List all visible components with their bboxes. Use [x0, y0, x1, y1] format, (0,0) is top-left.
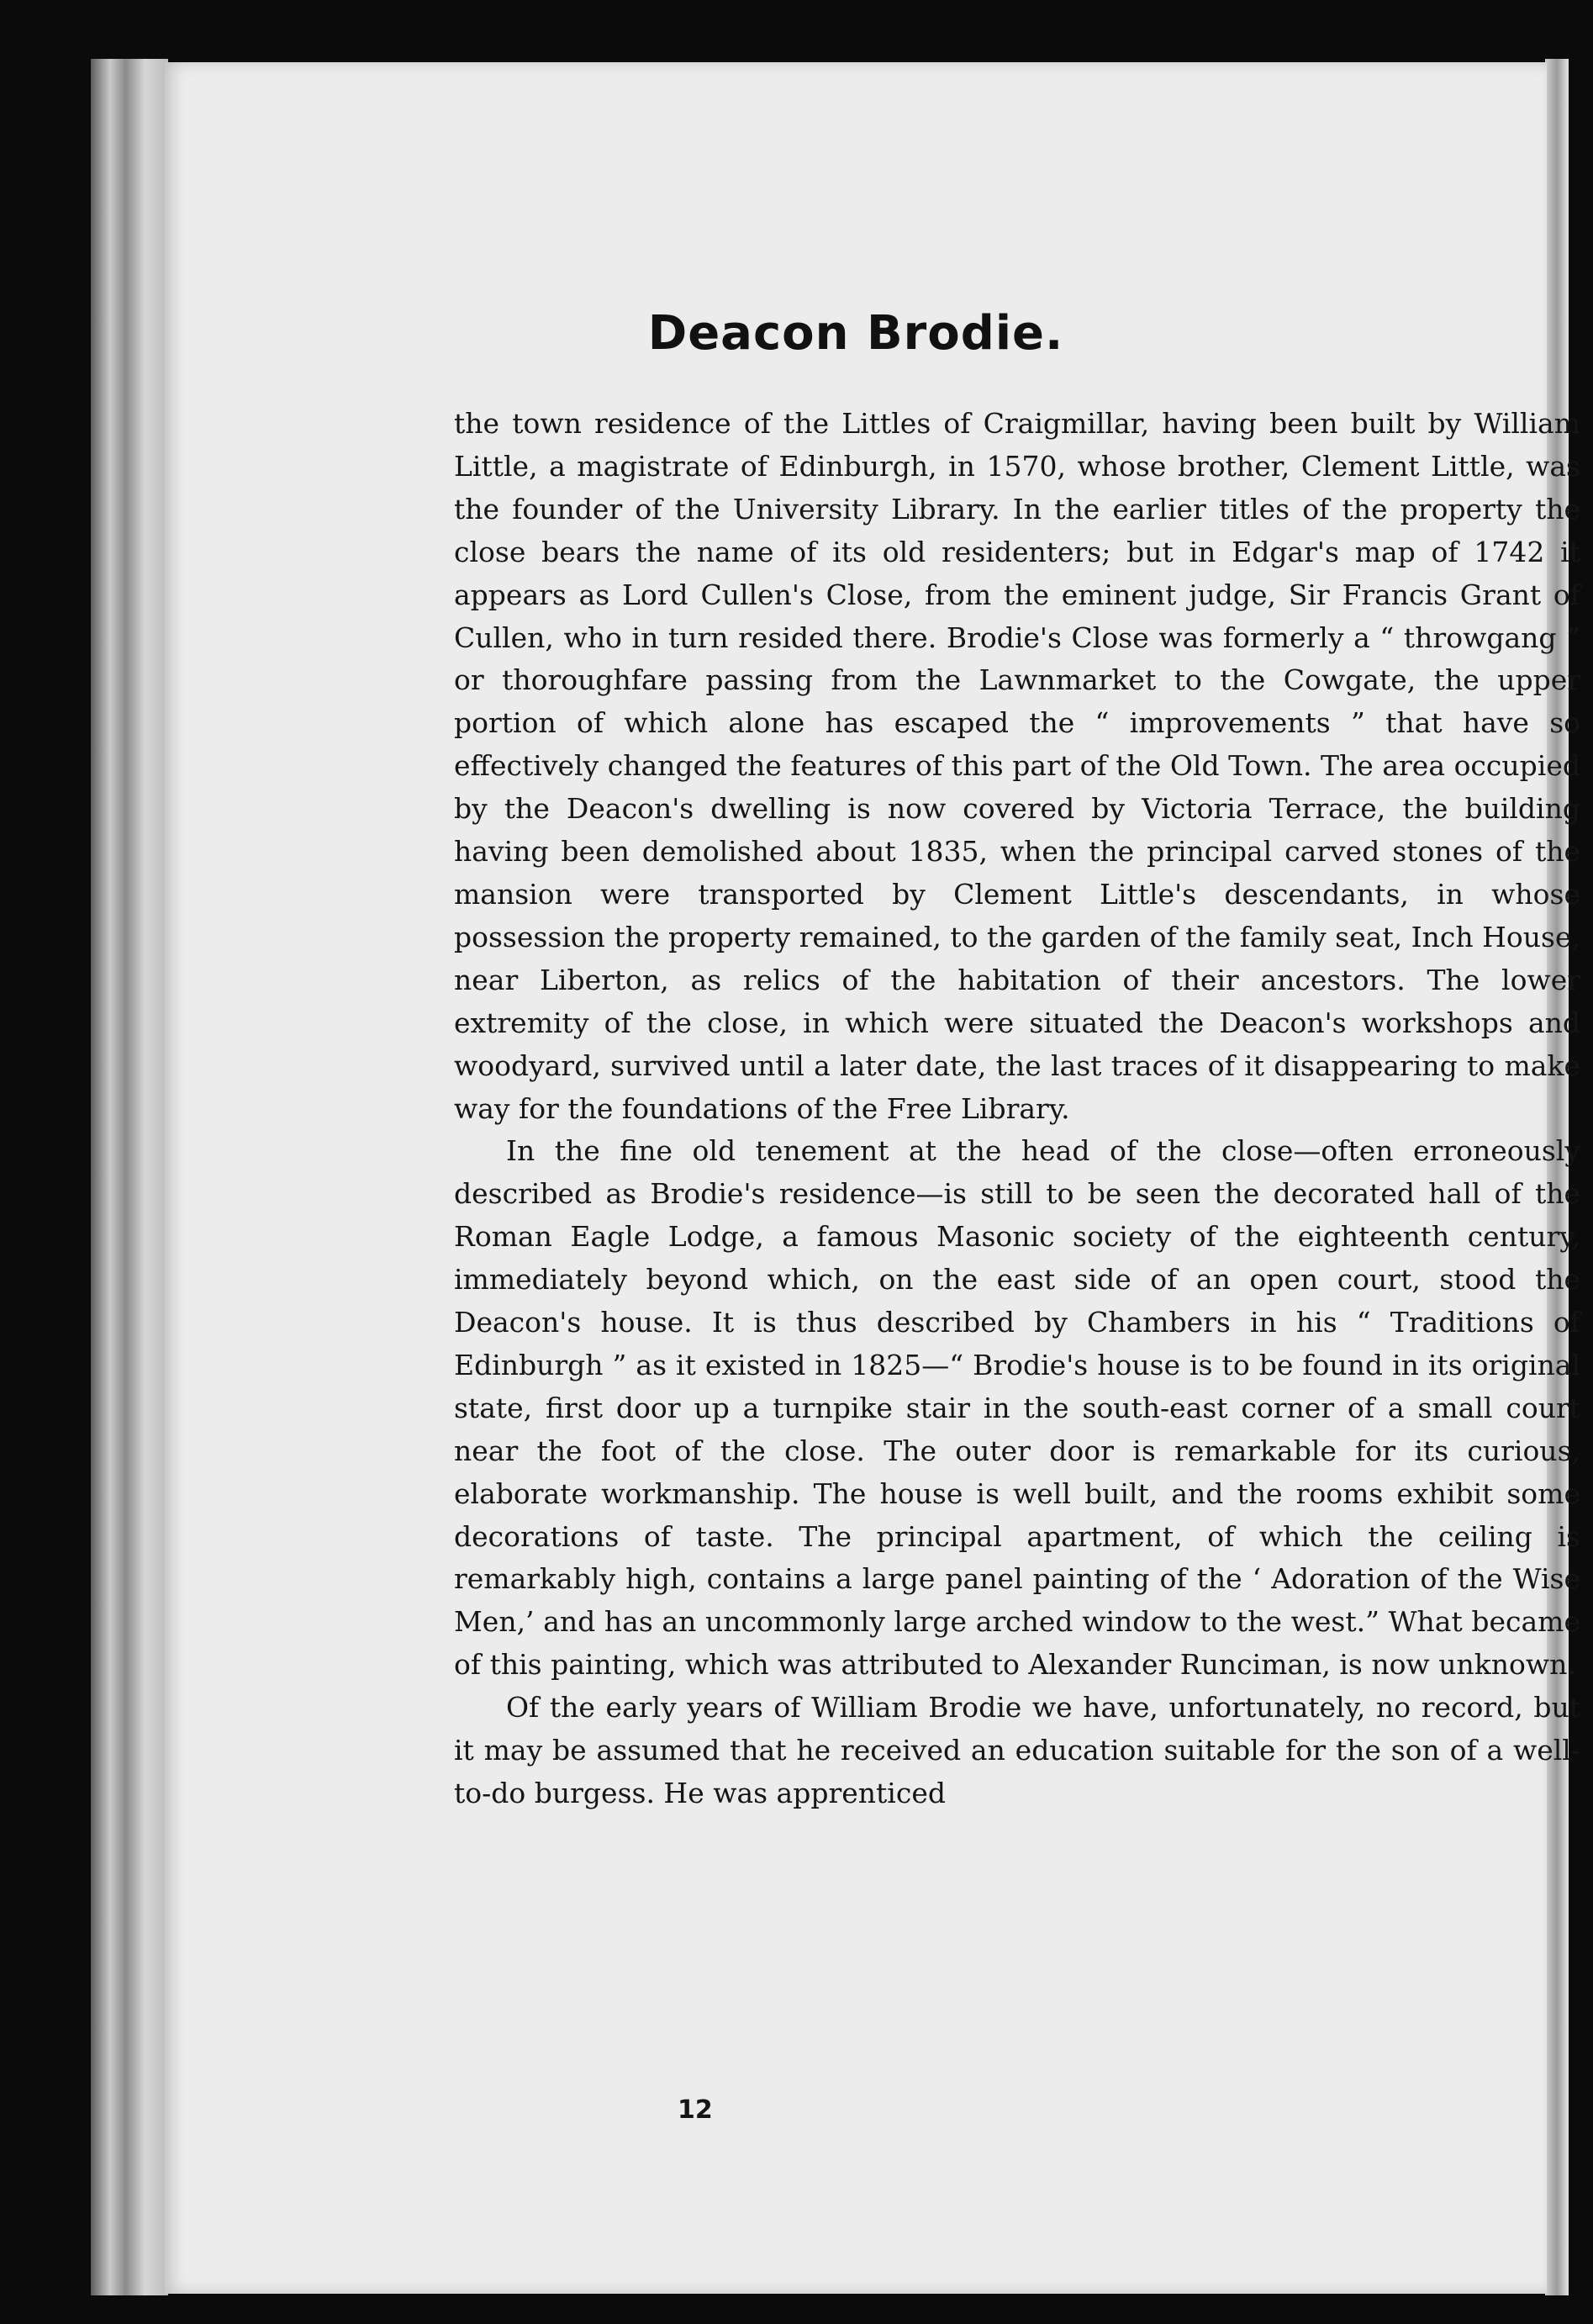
body-text	[454, 403, 1580, 1815]
book-page	[165, 62, 1580, 2294]
page-number: 12	[678, 2095, 713, 2125]
running-head: Deacon Brodie.	[647, 306, 1064, 361]
paragraph-3: Of the early years of William Brodie we have, unfortunately, no record, but it may be assumed that he received an education suitable for the son of a well-to-do burgess. He was apprenticed	[454, 1691, 1580, 1809]
paragraph-2: In the fine old tenement at the head of the close—often erroneously described as Brodie's residence—is still to be seen the decorated hall of the Roman Eagle Lodge, a famous Masonic society of the eighteenth century, immediately beyond which, on the east side of an open court, stood the Deacon's house. It is thus described by Chambers in his “ Traditions of Edinburgh ” as it existed in 1825—“ Brodie's house is to be found in its original state, first door up a turnpike stair in the south-east corner of a small court near the foot of the close. The outer door is remarkable for its curious, elaborate workmanship. The house is well built, and the rooms exhibit some decorations of taste. The principal apartment, of which the ceiling is remarkably high, contains a large panel painting of the ‘ Adoration of the Wise Men,’ and has an uncommonly large arched window to the west.” What became of this painting, which was attributed to Alexander Runciman, is now unknown.	[454, 1134, 1580, 1682]
book-binding-edge	[91, 59, 168, 2295]
paragraph-1: the town residence of the Littles of Craigmillar, having been built by William Little, a magistrate of Edinburgh, in 1570, whose brother, Clement Little, was the founder of the University Library. In the earlier titles of the property the close bears the name of its old residenters; but in Edgar's map of 1742 it appears as Lord Cullen's Close, from the eminent judge, Sir Francis Grant of Cullen, who in turn resided there. Brodie's Close was formerly a “ throwgang ” or thoroughfare passing from the Lawnmarket to the Cowgate, the upper portion of which alone has escaped the “ improvements ” that have so effectively changed the features of this part of the Old Town. The area occupied by the Deacon's dwelling is now covered by Victoria Terrace, the building having been demolished about 1835, when the principal carved stones of the mansion were transported by Clement Little's descendants, in whose possession the property remained, to the garden of the family seat, Inch House, near Liberton, as relics of the habitation of their ancestors. The lower extremity of the close, in which were situated the Deacon's workshops and woodyard, survived until a later date, the last traces of it disappearing to make way for the foundations of the Free Library.	[454, 407, 1580, 1125]
